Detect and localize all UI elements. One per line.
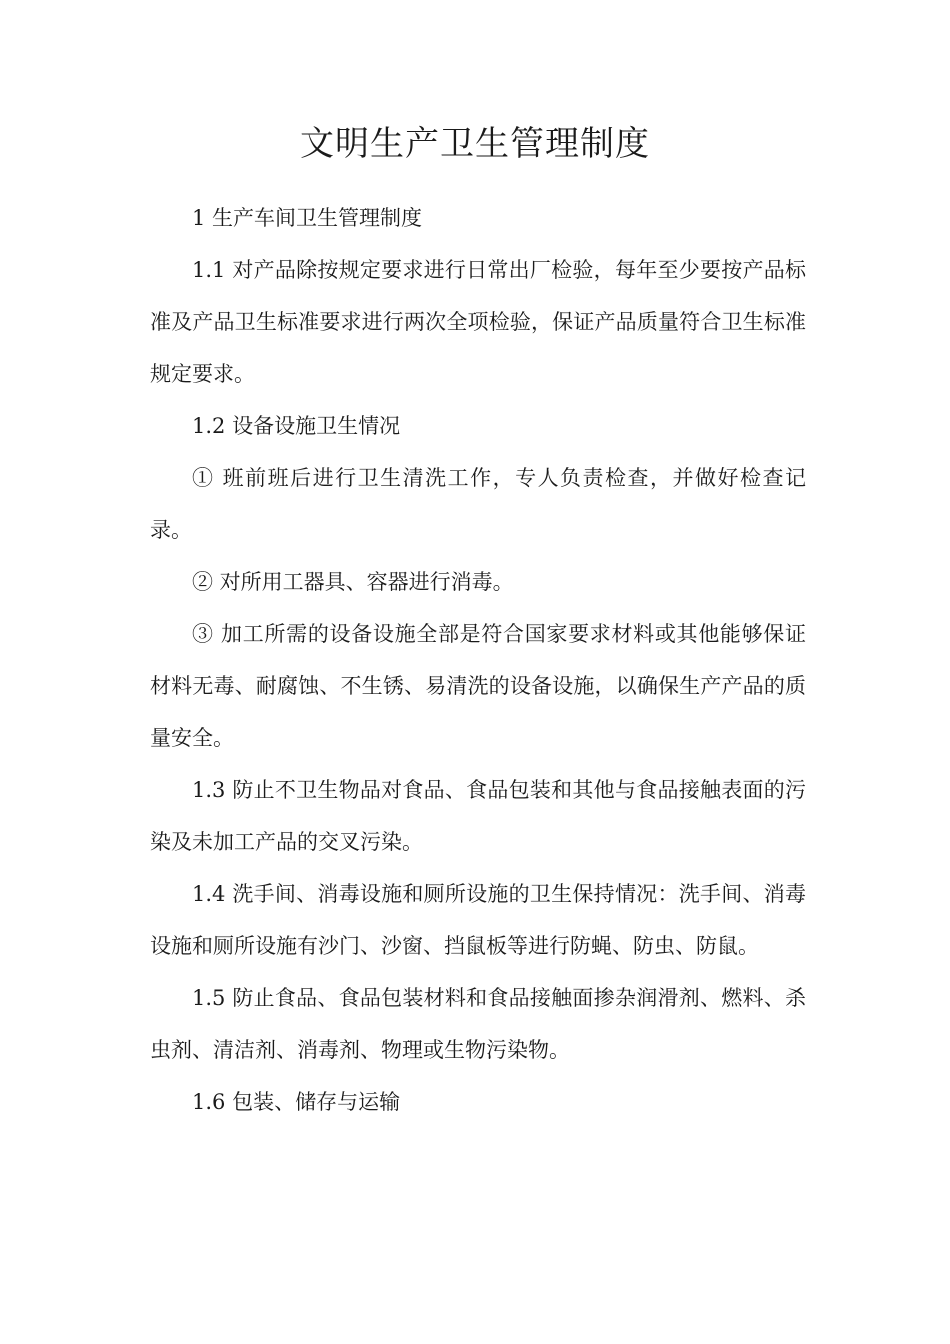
paragraph-1-3: 1.3 防止不卫生物品对食品、食品包装和其他与食品接触表面的污染及未加工产品的交叉污染。 [150,778,806,854]
paragraph-1-5: 1.5 防止食品、食品包装材料和食品接触面掺杂润滑剂、燃料、杀虫剂、清洁剂、消毒剂、物理或生物污染物。 [150,986,806,1062]
document-title: 文明生产卫生管理制度 [300,124,650,164]
list-item-2: ② 对所用工器具、容器进行消毒。 [192,570,514,594]
section-heading-1-6: 1.6 包装、储存与运输 [192,1090,401,1114]
paragraph-1-1: 1.1 对产品除按规定要求进行日常出厂检验，每年至少要按产品标准及产品卫生标准要求进行两次全项检验，保证产品质量符合卫生标准规定要求。 [150,258,806,386]
section-heading-1-2: 1.2 设备设施卫生情况 [192,414,401,438]
document-body [150,192,806,1128]
list-item-3: ③ 加工所需的设备设施全部是符合国家要求材料或其他能够保证材料无毒、耐腐蚀、不生锈、易清洗的设备设施，以确保生产产品的质量安全。 [150,622,806,750]
list-item-1: ① 班前班后进行卫生清洗工作，专人负责检查，并做好检查记录。 [150,466,806,542]
section-heading-1: 1 生产车间卫生管理制度 [192,206,423,230]
paragraph-1-4: 1.4 洗手间、消毒设施和厕所设施的卫生保持情况：洗手间、消毒设施和厕所设施有沙门、沙窗、挡鼠板等进行防蝇、防虫、防鼠。 [150,882,806,958]
